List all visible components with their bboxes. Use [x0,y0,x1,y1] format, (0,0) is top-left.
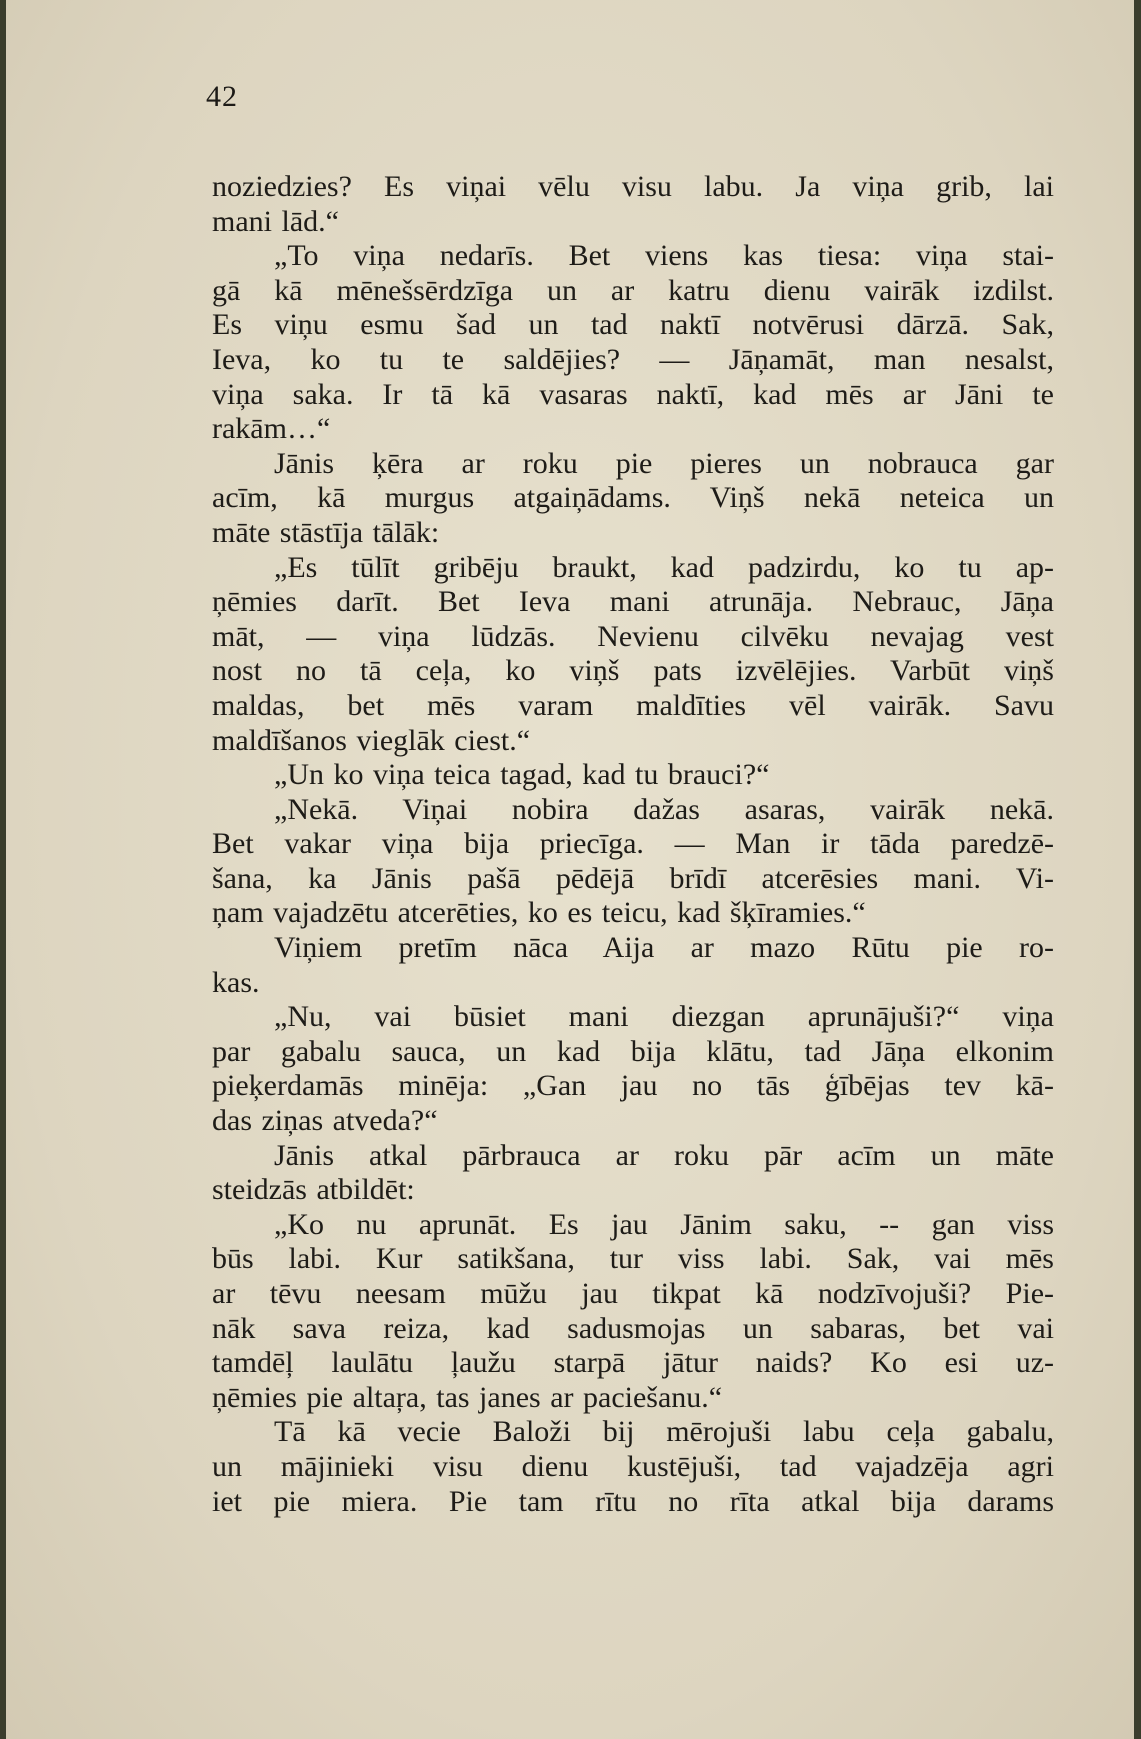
text-line: mani lād.“ [212,204,339,238]
text-line: viņa saka. Ir tā kā vasaras naktī, kad mēs ar Jāni te [212,377,1054,411]
text-line: maldīšanos vieglāk ciest.“ [212,723,531,757]
text-line: ar tēvu neesam mūžu jau tikpat kā nodzīvojuši? Pie- [212,1277,1054,1310]
book-page [6,0,1134,1739]
text-line: gā kā mēnešsērdzīga un ar katru dienu vairāk izdilst. [212,273,1054,307]
text-line: nost no tā ceļa, ko viņš pats izvēlējies. Varbūt viņš [212,654,1054,688]
text-line: rakām…“ [212,412,331,446]
text-line: „Nu, vai būsiet mani diezgan aprunājuši?“ viņa [274,1000,1054,1034]
text-line: Es viņu esmu šad un tad naktī notvērusi dārzā. Sak, [212,308,1054,342]
text-line: Jānis ķēra ar roku pie pieres un nobrauca gar [274,446,1054,480]
text-line: Viņiem pretīm nāca Aija ar mazo Rūtu pie ro- [274,931,1054,965]
text-line: Tā kā vecie Baloži bij mērojuši labu ceļa gabalu, [274,1415,1054,1449]
text-line: tamdēļ laulātu ļaužu starpā jātur naids? Ko esi uz- [212,1346,1054,1380]
text-line: ņēmies darīt. Bet Ieva mani atrunāja. Nebrauc, Jāņa [212,585,1054,619]
text-line: „To viņa nedarīs. Bet viens kas tiesa: viņa stai- [274,239,1054,273]
text-line: steidzās atbildēt: [212,1173,415,1207]
page-number: 42 [206,80,238,113]
text-line: ņam vajadzētu atcerēties, ko es teicu, kad šķīramies.“ [212,896,866,930]
text-line: būs labi. Kur satikšana, tur viss labi. Sak, vai mēs [212,1242,1054,1276]
text-line: das ziņas atveda?“ [212,1104,438,1138]
text-line: māt, — viņa lūdzās. Nevienu cilvēku nevajag vest [212,619,1054,653]
text-line: par gabalu sauca, un kad bija klātu, tad Jāņa elkonim [212,1034,1054,1068]
text-line: „Un ko viņa teica tagad, kad tu brauci?“ [274,758,770,792]
text-line: maldas, bet mēs varam maldīties vēl vairāk. Savu [212,688,1054,722]
text-line: kas. [212,965,260,999]
text-line: iet pie miera. Pie tam rītu no rīta atkal bija darams [212,1484,1054,1518]
text-line: ņēmies pie altaŗa, tas janes ar paciešanu.“ [212,1380,723,1414]
text-line: „Ko nu aprunāt. Es jau Jānim saku, -- gan viss [274,1207,1054,1241]
text-line: noziedzies? Es viņai vēlu visu labu. Ja viņa grib, lai [212,170,1054,203]
text-line: un mājinieki visu dienu kustējuši, tad vajadzēja agri [212,1449,1054,1483]
text-line: nāk sava reiza, kad sadusmojas un sabaras, bet vai [212,1311,1054,1345]
text-line: pieķerdamās minēja: „Gan jau no tās ģībējas tev kā- [212,1069,1054,1103]
text-line: acīm, kā murgus atgaiņādams. Viņš nekā neteica un [212,481,1054,515]
text-line: māte stāstīja tālāk: [212,515,440,549]
text-line: Ieva, ko tu te saldējies? — Jāņamāt, man nesalst, [212,342,1054,376]
text-line: šana, ka Jānis pašā pēdējā brīdī atcerēsies mani. Vi- [212,861,1054,895]
text-line: „Nekā. Viņai nobira dažas asaras, vairāk nekā. [274,792,1054,826]
text-line: Jānis atkal pārbrauca ar roku pār acīm un māte [274,1138,1054,1172]
text-line: Bet vakar viņa bija priecīga. — Man ir tāda paredzē- [212,827,1054,861]
body-text [212,170,1054,1519]
text-line: „Es tūlīt gribēju braukt, kad padzirdu, ko tu ap- [274,550,1054,584]
